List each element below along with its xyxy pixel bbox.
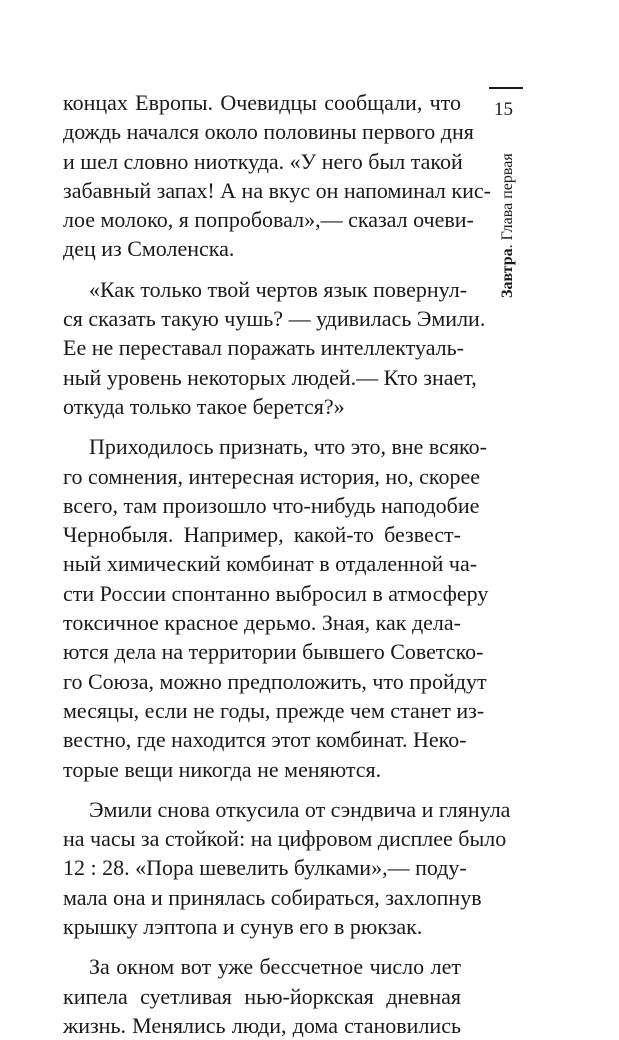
text-line: лое молоко, я попробовал»,— сказал очеви-: [63, 207, 474, 233]
text-line: ся сказать такую чушь? — удивилась Эмили.: [63, 306, 486, 332]
text-line: Чернобыля. Например, какой-то безвест-: [63, 522, 461, 548]
text-line: сти России спонтанно выбросил в атмосферу: [63, 580, 489, 606]
text-line: кипела суетливая нью-йоркская дневная: [63, 983, 461, 1009]
text-line: месяцы, если не годы, прежде чем станет из-: [63, 697, 485, 723]
running-head-chapter: . Глава первая: [499, 153, 516, 249]
text-line: ный уровень некоторых людей.— Кто знает,: [63, 364, 477, 390]
text-line: откуда только такое берется?»: [63, 393, 345, 419]
paragraph: [63, 432, 489, 784]
running-head: [497, 140, 523, 300]
paragraph: [63, 275, 486, 421]
text-line: вестно, где находится этот комбинат. Неко-: [63, 727, 467, 753]
text-line: токсичное красное дерьмо. Зная, как делa-: [63, 610, 461, 636]
paragraph: [63, 952, 461, 1040]
text-line: на часы за стойкой: на цифровом дисплее было: [63, 826, 507, 852]
text-line: Приходилось признать, что это, вне всяко-: [89, 434, 487, 460]
text-line: крышку лэптопа и сунув его в рюкзак.: [63, 914, 423, 940]
text-line: За окном вот уже бессчетное число лет: [89, 954, 461, 980]
text-line: торые вещи никогда не меняются.: [63, 756, 382, 782]
running-head-text: [499, 153, 517, 298]
header-rule: [489, 87, 523, 89]
text-line: жизнь. Менялись люди, дома становились: [63, 1012, 461, 1038]
text-line: всего, там произошло что-нибудь наподобие: [63, 492, 480, 518]
text-line: 12 : 28. «Пора шевелить булками»,— поду-: [63, 855, 467, 881]
text-line: концах Европы. Очевидцы сообщали, что: [63, 90, 461, 115]
running-head-book-title: Завтра: [499, 248, 516, 298]
paragraph: [63, 795, 511, 941]
text-line: забавный запах! А на вкус он напоминал кис-: [63, 177, 491, 203]
page-number: 15: [494, 99, 513, 120]
text-line: дец из Смоленска.: [63, 236, 235, 262]
text-line: го Союза, можно предположить, что пройдут: [63, 668, 487, 694]
text-line: мала она и принялась собираться, захлопнув: [63, 884, 482, 910]
text-line: и шел словно ниоткуда. «У него был такой: [63, 148, 463, 174]
text-line: Ее не переставал поражать интеллектуаль-: [63, 335, 464, 361]
paragraph: [63, 88, 491, 264]
text-line: дождь начался около половины первого дня: [63, 119, 474, 145]
text-line: Эмили снова откусила от сэндвича и глянула: [89, 796, 511, 822]
text-line: «Как только твой чертов язык повернул-: [89, 276, 468, 302]
text-line: ются дела на территории бывшего Советско-: [63, 639, 484, 665]
text-line: ный химический комбинат в отдаленной ча-: [63, 551, 478, 577]
text-line: го сомнения, интересная история, но, скорее: [63, 463, 481, 489]
